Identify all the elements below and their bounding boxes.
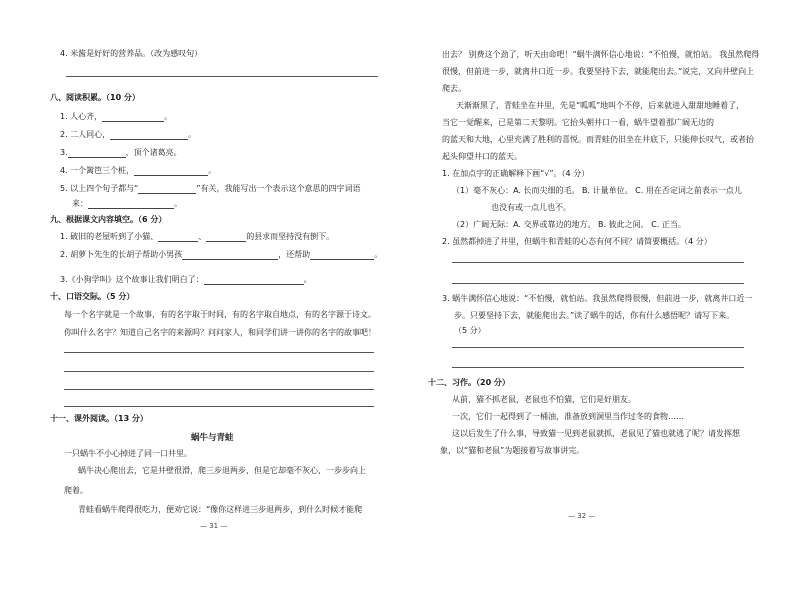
page-number: — 31 —	[200, 522, 228, 530]
section-11-title: 十一、课外阅读。（13 分）	[50, 414, 148, 423]
s9-item-3	[60, 275, 312, 285]
s10-paragraph-1: 每一个名字就是一个故事，有的名字取于时间，有的名字取自地点，有的名字源于诗文。	[64, 310, 376, 319]
fill-blank[interactable]	[182, 250, 278, 260]
right-page	[400, 0, 800, 589]
fill-blank[interactable]	[310, 250, 374, 260]
q3-text-c: （5 分）	[454, 326, 486, 335]
question-4-text: 4. 米酱是好好的营养品。（改为感叹句）	[60, 49, 203, 58]
answer-line[interactable]	[64, 352, 374, 353]
s9-item-1-part-b: 、	[198, 232, 207, 241]
s9-item-2	[60, 250, 382, 260]
writing-prompt-3b: 象，以“猫和老鼠”为题接着写故事讲完。	[440, 446, 585, 455]
s8-item-4	[60, 166, 216, 176]
story-continued-2a: 天渐渐黑了，青蛙坐在井里，先是“呱呱”地叫个不停，后来就进入甜甜地睡着了，	[456, 101, 745, 110]
story-continued-2c: 的蓝天和大地，心里充满了胜利的喜悦。而青蛙仍旧坐在井底下，只能伸长叹气，或者抬	[442, 135, 754, 144]
fill-blank[interactable]	[138, 184, 196, 194]
s8-item-3-prefix: 3.	[60, 148, 68, 157]
page-number: — 32 —	[568, 512, 596, 520]
s8-item-2-prefix: 2. 二人同心，	[60, 130, 111, 139]
s8-item-3	[60, 148, 182, 158]
s9-item-1	[60, 232, 334, 242]
s9-item-3-end: 。	[303, 275, 312, 284]
s8-item-5	[60, 184, 360, 194]
s8-item-1	[60, 112, 172, 122]
s8-item-5-cont	[72, 199, 182, 209]
writing-prompt-1: 从前，猫不抓老鼠，老鼠也不怕猫，它们是好朋友。	[452, 395, 636, 404]
story-paragraph-2a: 蜗牛决心爬出去，它是井壁很滑，爬三步退两步，但是它却毫不灰心，一步步向上	[78, 466, 366, 475]
section-12-title: 十二、习作。（20 分）	[428, 378, 510, 387]
fill-blank[interactable]	[68, 148, 126, 158]
s8-item-4-prefix: 4. 一个篱笆三个桩，	[60, 166, 135, 175]
fill-blank[interactable]	[158, 232, 198, 242]
story-continued-1a: 出去？ 别费这个劲了，听天由命吧！”蜗牛满怀信心地说：“不怕慢，就怕站。 我虽然爬得	[442, 50, 760, 59]
story-continued-2b: 当它一觉醒来，已是第二天黎明。它抬头朝井口一看，蜗牛望着那广阔无边的	[442, 118, 714, 127]
section-8-title: 八、阅读积累。（10 分）	[50, 93, 140, 102]
fill-blank[interactable]	[102, 112, 164, 122]
s8-item-5-part-a: 5. 以上四个句子都与“	[60, 184, 139, 193]
s8-item-4-suffix: 。	[208, 166, 217, 175]
answer-line[interactable]	[64, 371, 374, 372]
story-continued-2d: 起头仰望井口的蓝天。	[442, 152, 522, 161]
q1-item-1a: （1）毫不灰心：A. 长而尖细的毛。 B. 计量单位。 C. 用在否定词之前表示一点儿	[452, 186, 742, 195]
s9-item-2-part-b: ，还帮助	[278, 250, 311, 259]
q1-text: 1. 在加点字的正确解释下画“√”。（4 分）	[442, 169, 590, 178]
s8-item-5-part-b: ”有关，我能写出一个表示这个意思的四字词语	[196, 184, 361, 193]
fill-blank[interactable]	[134, 166, 208, 176]
section-9-title: 九、根据课文内容填空。（6 分）	[50, 215, 167, 224]
story-continued-1c: 爬去。	[442, 84, 466, 93]
fill-blank[interactable]	[110, 130, 188, 140]
q3-text-b: 步。只要坚持下去，就能爬出去。”读了蜗牛的话，你有什么感悟呢？请写下来。	[454, 311, 735, 320]
s8-item-2-suffix: 。	[188, 130, 197, 139]
answer-line[interactable]	[452, 347, 744, 348]
story-title: 蜗牛与青蛙	[191, 433, 234, 443]
s8-item-1-prefix: 1. 人心齐，	[60, 112, 103, 121]
s9-item-1-part-c: 的县求而坚持没有倒下。	[246, 232, 335, 241]
story-continued-1b: 很慢，但前进一步，就离井口近一步。我要坚持下去，就能爬出去。”说完，又向井壁向上	[442, 67, 755, 76]
answer-line[interactable]	[64, 406, 374, 407]
s8-item-5-part-d: 。	[174, 199, 182, 208]
story-paragraph-1: 一只蜗牛不小心掉进了同一口井里。	[64, 449, 192, 458]
fill-blank[interactable]	[204, 275, 304, 285]
s9-item-2-part-c: 。	[374, 250, 383, 259]
s8-item-5-part-c: 来：	[72, 199, 88, 208]
s8-item-1-suffix: 。	[164, 112, 173, 121]
answer-line[interactable]	[452, 367, 744, 368]
s10-paragraph-2: 你叫什么名字？知道自己名字的来源吗？问问家人，和同学们讲一讲你的名字的故事吧！	[64, 328, 376, 337]
q1-item-1b: 也没有或一点儿也不。	[491, 203, 571, 212]
s9-item-1-part-a: 1. 破旧的老屋听到了小猫、	[60, 232, 159, 241]
story-paragraph-2b: 爬着。	[64, 486, 88, 495]
answer-line[interactable]	[452, 262, 744, 263]
writing-prompt-2: 一次，它们一起得到了一桶油，准备放到洞里当作过冬的食物……	[452, 412, 684, 421]
q2-text: 2. 虽然都掉进了井里，但蜗牛和青蛙的心态有何不同？请简要概括。（4 分）	[442, 237, 712, 246]
answer-line[interactable]	[452, 283, 744, 284]
q1-item-2: （2）广阔无际：A. 交界或靠边的地方。 B. 彼此之间。 C. 正当。	[452, 220, 686, 229]
s8-item-3-suffix: ，顶个诸葛亮。	[125, 148, 182, 157]
s8-item-2	[60, 130, 196, 140]
answer-line[interactable]	[66, 76, 378, 77]
s9-item-2-part-a: 2. 胡萝卜先生的长胡子帮助小男孩	[60, 250, 183, 259]
section-10-title: 十、口语交际。（5 分）	[50, 292, 135, 301]
s9-item-3-text: 3.《小狗学叫》这个故事让我们明白了：	[60, 275, 204, 284]
fill-blank[interactable]	[88, 199, 174, 209]
answer-line[interactable]	[64, 389, 374, 390]
fill-blank[interactable]	[206, 232, 246, 242]
q3-text-a: 3. 蜗牛满怀信心地说：“不怕慢，就怕站。我虽然爬得很慢，但前进一步，就离井口近一	[442, 294, 753, 303]
story-paragraph-3: 青蛙看蜗牛爬得很吃力，便劝它说：“像你这样进三步退两步，到什么时候才能爬	[78, 505, 363, 514]
writing-prompt-3a: 这以后发生了什么事，导致猫一见到老鼠就抓，老鼠见了猫也就逃了呢？请发挥想	[452, 429, 740, 438]
